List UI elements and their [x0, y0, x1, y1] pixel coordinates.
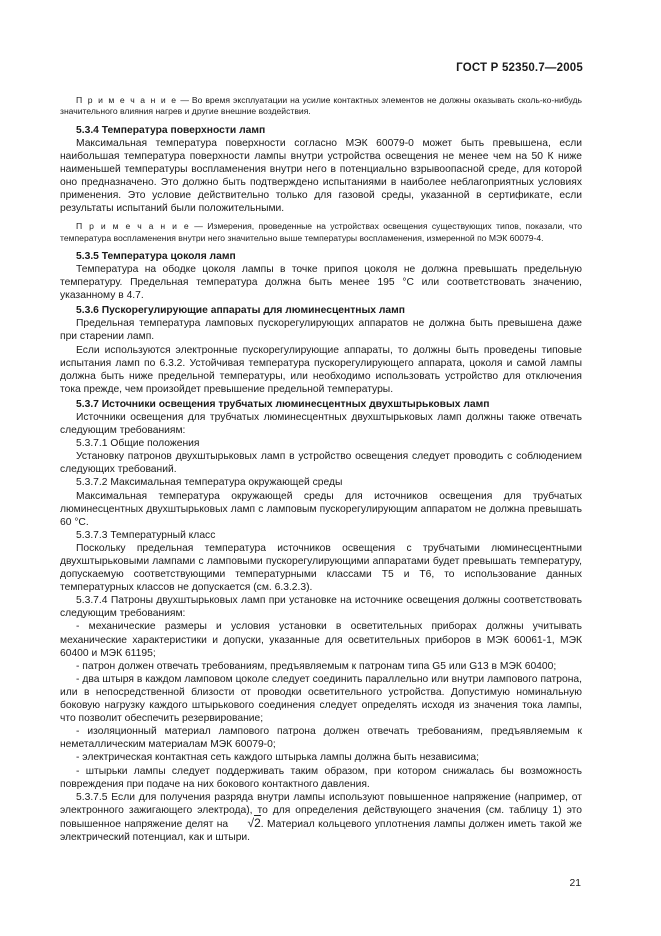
list-item: - штырьки лампы следует поддерживать таким образом, при котором снижалась бы возможность повреждения при подаче на них бокового контактного давления.: [60, 765, 582, 790]
sqrt-radicand: 2: [254, 815, 261, 830]
text-run: . Материал кольцевого уплотнения лампы должен иметь такой же электрический потенциал, как и штыри.: [60, 818, 582, 843]
page-number: 21: [569, 878, 581, 889]
subsection-heading-5-3-7-2: 5.3.7.2 Максимальная температура окружающей среды: [76, 477, 343, 489]
note-paragraph: [60, 95, 582, 118]
subsection-text-5-3-7-5: [60, 791, 582, 844]
section-text-5-3-4: Максимальная температура поверхности согласно МЭК 60079-0 может быть превышена, если наибольшая температура поверхности лампы внутри устройства освещения не менее чем на 50 К ниже наименьшей температуры воспламенения внутри него в потенциально взрывоопасной среде, для которой оно предназначено. Это должно быть подтверждено испытаниями в наиболее неблагоприятных условиях применения. Это условие действительно только для газовой среды, указанной в сертификате, если результаты испытаний были положительными.: [60, 137, 582, 215]
note-text: — Во время эксплуатации на усилие контактных элементов не должны оказывать сколь-ко-нибудь значительного влияния нагрев и другие внешние воздействия.: [60, 95, 583, 117]
section-text-5-3-5: Температура на ободке цоколя лампы в точке припоя цоколя не должна превышать предельную температуру. Предельная температура должна быть менее 195 °С или соответствовать значению, указанному в 4.7.: [60, 263, 582, 302]
sqrt-symbol: √2: [247, 815, 261, 830]
list-item: - патрон должен отвечать требованиям, предъявляемым к патронам типа G5 или G13 в МЭК 60400;: [76, 660, 557, 672]
list-item: - два штыря в каждом ламповом цоколе следует соединить параллельно или внутри лампового патрона, или в непосредственной близости от проводки осветительного устройства. Допустимую номинальную боковую нагрузку каждого штырькового соединения следует определять исходя из значения тока лампы, что позволит обеспечить резервирование;: [60, 673, 582, 725]
page-body: [60, 95, 582, 844]
note-label: П р и м е ч а н и е: [76, 95, 178, 105]
document-code: ГОСТ Р 52350.7—2005: [456, 62, 583, 74]
subsection-text-5-3-7-2: Максимальная температура окружающей среды для источников освещения для трубчатых люминесцентных двухштырьковых ламп с ламповым пускорегулирующим аппаратом не должна превышать 60 °С.: [60, 490, 582, 528]
note-paragraph: [60, 221, 582, 244]
section-text-5-3-7: Источники освещения для трубчатых люминесцентных двухштырьковых ламп должны также отвечать следующим требованиям:: [60, 411, 582, 437]
section-heading-5-3-6: 5.3.6 Пускорегулирующие аппараты для люминесцентных ламп: [76, 305, 405, 317]
note-label: П р и м е ч а н и е: [76, 221, 190, 232]
list-item: - электрическая контактная сеть каждого штырька лампы должна быть независима;: [76, 752, 480, 764]
section-heading-5-3-7: 5.3.7 Источники освещения трубчатых люминесцентных двухштырьковых ламп: [76, 398, 490, 410]
text-run: 5.3.7.5 Если для получения разряда внутри лампы используют повышенное напряжение (например, от электронного зажигающего электрода), то для определения действующего значения (см. таблицу 1) это повышенное напряжение делят на: [60, 791, 582, 830]
section-text-5-3-6-p1: Предельная температура ламповых пускорегулирующих аппаратов не должна быть превышена даже при старении ламп.: [60, 318, 582, 343]
subsection-text-5-3-7-1: Установку патронов двухштырьковых ламп в устройство освещения следует проводить с соблюдением следующих требований.: [60, 451, 582, 476]
list-item: - механические размеры и условия установки в осветительных приборах должны учитывать механические характеристики и допуски, указанные для осветительных приборов в МЭК 60061-1, МЭК 60400 и МЭК 61195;: [60, 621, 582, 659]
subsection-heading-5-3-7-1: 5.3.7.1 Общие положения: [76, 438, 200, 450]
subsection-heading-5-3-7-3: 5.3.7.3 Температурный класс: [76, 529, 216, 541]
subsection-text-5-3-7-4: 5.3.7.4 Патроны двухштырьковых ламп при установке на источнике освещения должны соответствовать следующим требованиям:: [60, 595, 582, 620]
note-text: — Измерения, проведенные на устройствах освещения существующих типов, показали, что температура воспламенения внутри него значительно выше температуры воспламенения, измеренной по МЭК 60079-4.: [60, 221, 582, 243]
section-heading-5-3-5: 5.3.5 Температура цоколя ламп: [76, 250, 236, 262]
section-heading-5-3-4: 5.3.4 Температура поверхности ламп: [76, 124, 266, 136]
subsection-text-5-3-7-3: Поскольку предельная температура источников освещения с трубчатыми люминесцентными двухштырьковыми лампами с ламповыми пускорегулирующими аппаратами будет превышать температуру, допускаемую соответствующими температурными классами Т5 и Т6, то использование данных температурных классов не допускается (см. 6.3.2.3).: [60, 542, 582, 594]
section-text-5-3-6-p2: Если используются электронные пускорегулирующие аппараты, то должны быть проведены типовые испытания ламп по 6.3.2. Устойчивая температура пускорегулирующего аппарата, цоколя и самой лампы должна быть ниже предельной температуры, или необходимо использовать устройство для отключения тока прежде, чем произойдет превышение предельной температуры.: [60, 344, 582, 395]
list-item: - изоляционный материал лампового патрона должен отвечать требованиям, предъявляемым к неметаллическим материалам МЭК 60079-0;: [60, 726, 582, 751]
